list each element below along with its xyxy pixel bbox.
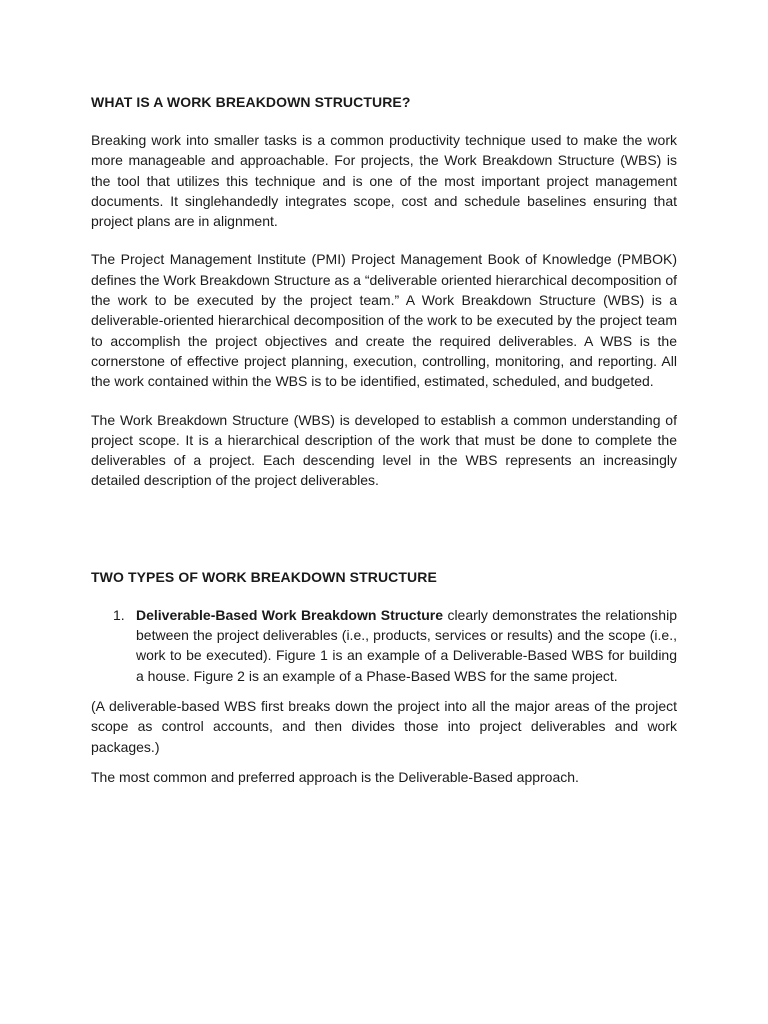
list-item-deliverable-based: [91, 605, 677, 686]
section-heading-what-is-wbs: WHAT IS A WORK BREAKDOWN STRUCTURE?: [91, 94, 411, 110]
paragraph-intro: Breaking work into smaller tasks is a common productivity technique used to make the work more manageable and approachable. For projects, the Work Breakdown Structure (WBS) is the tool that utilizes this technique and is one of the most important project management documents. It singlehandedly integrates scope, cost and schedule baselines ensuring that project plans are in alignment.: [91, 132, 677, 230]
document-page: [91, 92, 677, 787]
list-item-term: Deliverable-Based Work Breakdown Structure: [136, 606, 444, 623]
paragraph-preferred-approach: The most common and preferred approach is the Deliverable-Based approach.: [91, 768, 579, 785]
wbs-types-list: [91, 605, 677, 686]
paragraph-wbs-purpose: The Work Breakdown Structure (WBS) is developed to establish a common understanding of project scope. It is a hierarchical description of the work that must be done to complete the deliverables of a project. Each descending level in the WBS represents an increasingly detailed description of the project deliverables.: [91, 411, 677, 489]
paragraph-pmi-definition: The Project Management Institute (PMI) Project Management Book of Knowledge (PMBOK) defines the Work Breakdown Structure as a “deliverable oriented hierarchical decomposition of the work to be executed by the project team.” A Work Breakdown Structure (WBS) is a deliverable-oriented hierarchical decomposition of the work to be executed by the project team to accomplish the project objectives and create the required deliverables. A WBS is the cornerstone of effective project planning, execution, controlling, monitoring, and reporting. All the work contained within the WBS is to be identified, estimated, scheduled, and budgeted.: [91, 251, 677, 390]
paragraph-deliverable-note: (A deliverable-based WBS first breaks down the project into all the major areas of the project scope as control accounts, and then divides those into project deliverables and work packages.): [91, 697, 677, 755]
list-item-description: clearly demonstrates the relationship between the project deliverables (i.e., products, services or results) and the scope (i.e., work to be executed). Figure 1 is an example of a Deliverable-Based WBS for building a house. Figure 2 is an example of a Phase-Based WBS for the same project.: [136, 606, 677, 684]
section-heading-two-types: TWO TYPES OF WORK BREAKDOWN STRUCTURE: [91, 568, 437, 585]
list-item-number: 1.: [113, 606, 125, 623]
